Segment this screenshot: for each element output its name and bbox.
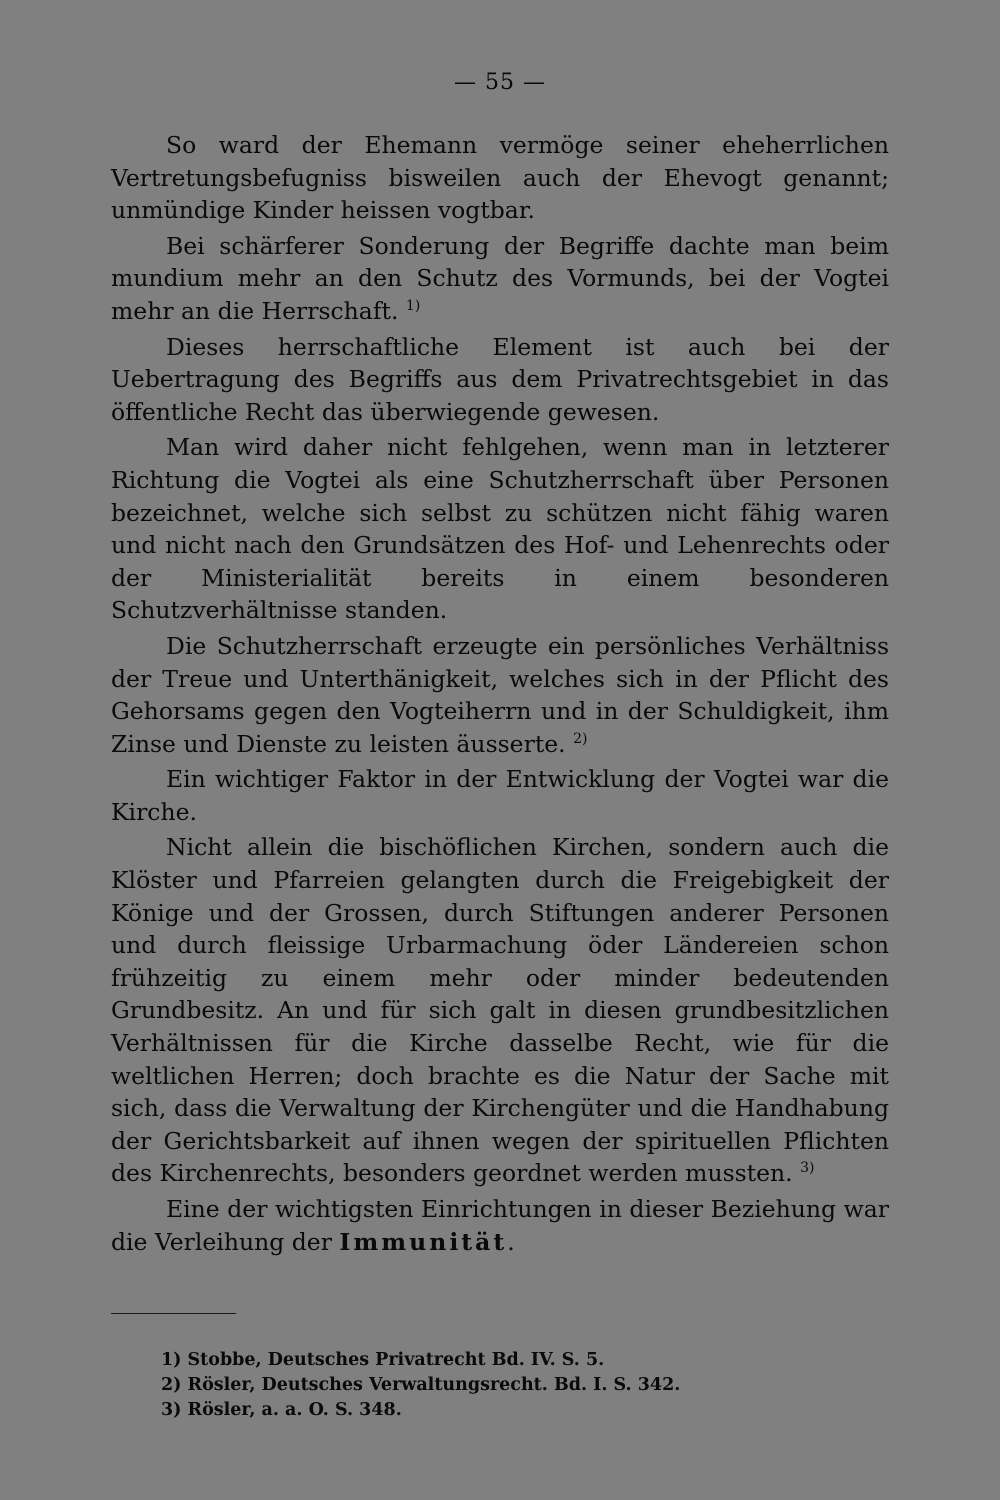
body-text — [111, 129, 889, 1261]
paragraph-text: Die Schutzherrschaft erzeugte ein persönliches Verhältniss der Treue und Unterthänigkeit, welches sich in der Pflicht des Gehorsams gegen den Vogteiherrn und in der Schuldigkeit, ihm Zinse und Dienste zu leisten äusserte. — [111, 631, 889, 758]
footnote-reference[interactable]: 2) — [573, 730, 588, 747]
paragraph — [111, 230, 889, 328]
paragraph-text-end: . — [507, 1227, 515, 1256]
paragraph — [111, 831, 889, 1190]
paragraph-text: Ein wichtiger Faktor in der Entwicklung der Vogtei war die Kirche. — [111, 765, 889, 826]
footnote: 2) Rösler, Deutsches Verwaltungsrecht. Bd. I. S. 342. — [161, 1375, 681, 1395]
paragraph-text: Dieses herrschaftliche Element ist auch bei der Uebertragung des Begriffs aus dem Privatrechtsgebiet in das öffentliche Recht das überwiegende gewesen. — [111, 332, 889, 426]
footnote-reference[interactable]: 1) — [405, 297, 421, 314]
paragraph — [111, 331, 889, 429]
paragraph-text: Eine der wichtigsten Einrichtungen in dieser Beziehung war die Verleihung der — [111, 1195, 889, 1256]
paragraph-text: Nicht allein die bischöflichen Kirchen, sondern auch die Klöster und Pfarreien gelangten durch die Freigebigkeit der Könige und der Grossen, durch Stiftungen anderer Personen und durch fleissige Urbarmachung öder Ländereien schon frühzeitig zu einem mehr oder minder bedeutenden Grundbesitz. An und für sich galt in diesen grundbesitzlichen Verhältnissen für die Kirche dasselbe Recht, wie für die weltlichen Herren; doch brachte es die Natur der Sache mit sich, dass die Verwaltung der Kirchengüter und die Handhabung der Gerichtsbarkeit auf ihnen wegen der spirituellen Pflichten des Kirchenrechts, besonders geordnet werden mussten. — [111, 833, 889, 1188]
footnote-separator — [111, 1313, 236, 1314]
paragraph-text: Bei schärferer Sonderung der Begriffe dachte man beim mundium mehr an den Schutz des Vormunds, bei der Vogtei mehr an die Herrschaft. — [111, 231, 889, 325]
paragraph — [111, 630, 889, 760]
footnotes — [161, 1348, 861, 1423]
paragraph — [111, 763, 889, 828]
paragraph — [111, 129, 889, 227]
emphasized-term: Immunität — [339, 1227, 508, 1256]
footnote: 3) Rösler, a. a. O. S. 348. — [161, 1400, 402, 1420]
footnote-reference[interactable]: 3) — [800, 1160, 815, 1177]
book-page — [111, 0, 889, 1500]
paragraph — [111, 1193, 889, 1258]
footnote: 1) Stobbe, Deutsches Privatrecht Bd. IV. S. 5. — [161, 1350, 605, 1370]
page-number: — 55 — — [454, 70, 546, 95]
paragraph-text: Man wird daher nicht fehlgehen, wenn man in letzterer Richtung die Vogtei als eine Schutzherrschaft über Personen bezeichnet, welche sich selbst zu schützen nicht fähig waren und nicht nach den Grundsätzen des Hof- und Lehenrechts oder der Ministerialität bereits in einem besonderen Schutzverhältnisse standen. — [111, 433, 889, 625]
paragraph-text: So ward der Ehemann vermöge seiner eheherrlichen Vertretungsbefugniss bisweilen auch der Ehevogt genannt; unmündige Kinder heissen vogtbar. — [111, 131, 889, 225]
paragraph — [111, 431, 889, 627]
